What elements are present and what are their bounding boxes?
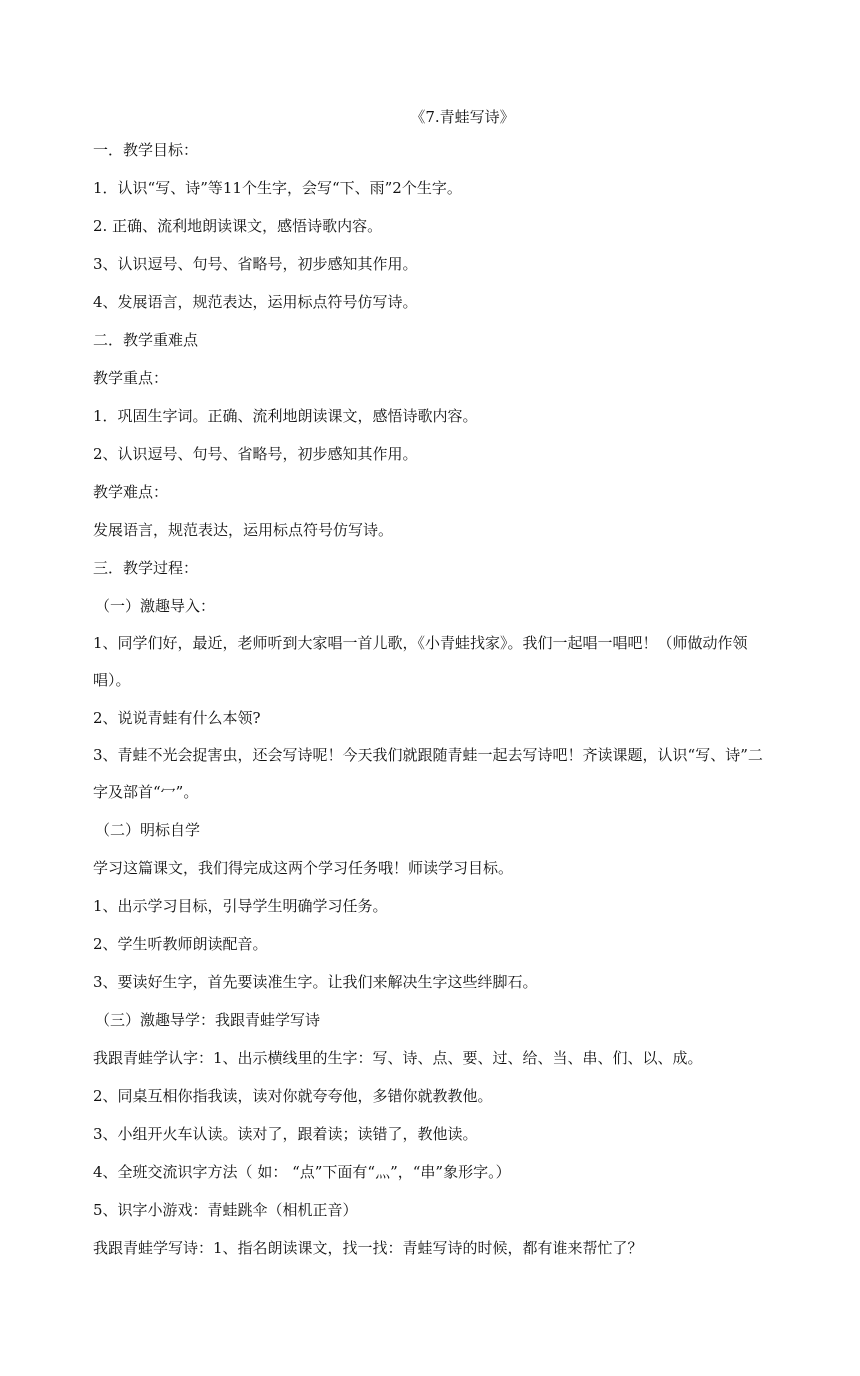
paragraph: 3、小组开火车认读。读对了，跟着读；读错了，教他读。 (93, 1125, 478, 1143)
paragraph: 3、认识逗号、句号、省略号，初步感知其作用。 (93, 255, 418, 273)
paragraph: 2、同桌互相你指我读，读对你就夸夸他，多错你就教教他。 (93, 1087, 493, 1105)
paragraph: 3、青蛙不光会捉害虫，还会写诗呢！今天我们就跟随青蛙一起去写诗吧！齐读课题，认识“写、诗”二字及部首“冖”。 (93, 746, 763, 801)
subsection-heading: （二）明标自学 (95, 821, 201, 839)
subheading: 教学重点： (93, 369, 169, 387)
paragraph: 4、发展语言，规范表达，运用标点符号仿写诗。 (93, 293, 418, 311)
paragraph: 2、学生听教师朗读配音。 (93, 935, 268, 953)
subheading: 教学难点： (93, 483, 169, 501)
document-body (93, 131, 772, 1267)
paragraph: 1、同学们好，最近，老师听到大家唱一首儿歌，《小青蛙找家》。我们一起唱一唱吧！（师做动作领唱）。 (93, 634, 748, 689)
paragraph: 1．巩固生字词。正确、流利地朗读课文，感悟诗歌内容。 (93, 407, 478, 425)
paragraph: 3、要读好生字，首先要读准生字。让我们来解决生字这些绊脚石。 (93, 973, 538, 991)
paragraph: 1、出示学习目标，引导学生明确学习任务。 (93, 897, 388, 915)
section-heading: 二．教学重难点 (93, 331, 199, 349)
subsection-heading: （三）激趣导学：我跟青蛙学写诗 (95, 1011, 321, 1029)
paragraph: 学习这篇课文，我们得完成这两个学习任务哦！师读学习目标。 (93, 859, 514, 877)
paragraph: 2. 正确、流利地朗读课文，感悟诗歌内容。 (93, 217, 383, 235)
subsection-heading: （一）激趣导入： (95, 597, 216, 615)
paragraph: 发展语言，规范表达，运用标点符号仿写诗。 (93, 521, 394, 539)
paragraph: 我跟青蛙学认字：1、出示横线里的生字：写、诗、点、要、过、给、当、串、们、以、成。 (93, 1049, 703, 1067)
section-heading: 三．教学过程： (93, 559, 199, 577)
paragraph: 2、认识逗号、句号、省略号，初步感知其作用。 (93, 445, 418, 463)
paragraph: 1．认识“写、诗”等11个生字，会写“下、雨”2个生字。 (93, 179, 462, 197)
paragraph: 我跟青蛙学写诗：1、指名朗读课文，找一找：青蛙写诗的时候，都有谁来帮忙了？ (93, 1239, 643, 1257)
section-heading: 一．教学目标： (93, 141, 199, 159)
document-title: 《7.青蛙写诗》 (410, 108, 515, 126)
paragraph: 5、识字小游戏：青蛙跳伞（相机正音） (93, 1201, 358, 1219)
paragraph: 2、说说青蛙有什么本领? (93, 709, 261, 727)
paragraph: 4、全班交流识字方法（ 如： “点”下面有“灬”，“串”象形字。） (93, 1163, 511, 1181)
